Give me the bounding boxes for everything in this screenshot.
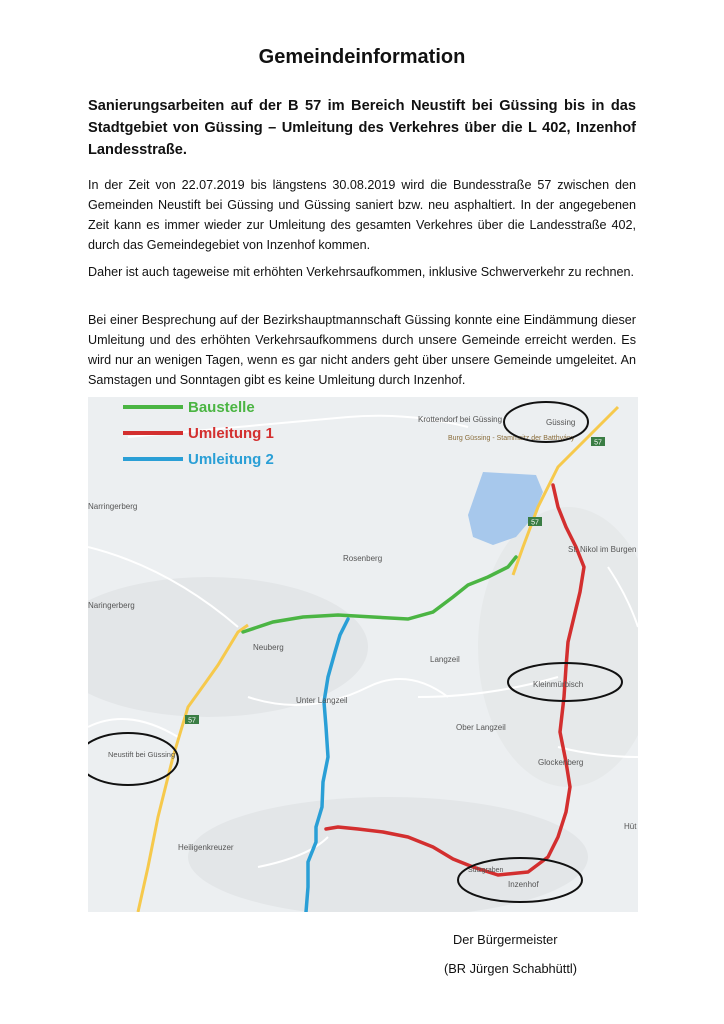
legend-label-umleitung-1: Umleitung 1 xyxy=(188,425,274,442)
paragraph-1: In der Zeit von 22.07.2019 bis längstens 30.08.2019 wird die Bundesstraße 57 zwischen den Gemeinden Neustift bei Güssing und Güssing saniert bzw. neu asphaltiert. In der angegebenen Zeit kann es immer wieder zur Umleitung des gesamten Verkehres über die Landesstraße 402, durch das Gemeindegebiet von Inzenhof kommen. xyxy=(88,178,636,252)
label-krottendorf: Krottendorf bei Güssing xyxy=(418,415,503,424)
label-hueltenberg: Hüt xyxy=(624,822,637,831)
map-legend xyxy=(123,399,274,468)
b57-badge xyxy=(185,715,199,725)
label-sulzgraben: Sulzgraben xyxy=(468,867,504,874)
label-narringerberg: Narringerberg xyxy=(88,502,138,511)
svg-text:57: 57 xyxy=(594,439,602,447)
map-svg xyxy=(88,397,638,912)
detour-map xyxy=(88,397,638,912)
label-neuberg: Neuberg xyxy=(253,643,284,652)
label-inzenhof: Inzenhof xyxy=(508,880,539,889)
label-glockenberg: Glockenberg xyxy=(538,758,584,767)
legend-label-baustelle: Baustelle xyxy=(188,399,255,416)
signature-title: Der Bürgermeister xyxy=(453,932,558,947)
label-guessing: Güssing xyxy=(546,418,576,427)
headline: Sanierungsarbeiten auf der B 57 im Bereich Neustift bei Güssing bis in das Stadtgebiet von Güssing – Umleitung des Verkehres über die L 402, Inzenhof Landesstraße. xyxy=(88,98,636,158)
label-heiligenkreuzer: Heiligenkreuzer xyxy=(178,843,234,852)
label-rosenberg: Rosenberg xyxy=(343,554,383,563)
terrain-shade xyxy=(188,797,588,912)
paragraph-3: Bei einer Besprechung auf der Bezirkshauptmannschaft Güssing konnte eine Eindämmung dieser Umleitung und des erhöhten Verkehrsaufkommens durch unsere Gemeinde erreicht werden. Es wird nur an wenigen Tagen, wenn es gar nicht anders geht über unsere Gemeinde umgeleitet. An Samstagen und Sonntagen gibt es keine Umleitung durch Inzenhof. xyxy=(88,313,636,387)
b57-badge xyxy=(528,517,542,527)
svg-text:57: 57 xyxy=(531,519,539,527)
label-burg: Burg Güssing - Stammsitz der Batthyány xyxy=(448,435,575,442)
label-kleinmuerbisch: Kleinmürbisch xyxy=(533,680,584,689)
label-naringerberg: Naringerberg xyxy=(88,601,135,610)
label-langzeil: Langzeil xyxy=(430,655,460,664)
legend-label-umleitung-2: Umleitung 2 xyxy=(188,451,274,468)
circle-neustift xyxy=(88,733,178,785)
b57-badge xyxy=(591,437,605,447)
signature-name: (BR Jürgen Schabhüttl) xyxy=(444,961,578,976)
label-neustift: Neustift bei Güssing xyxy=(108,750,176,759)
label-unter-langzeil: Unter Langzeil xyxy=(296,696,348,705)
label-ober-langzeil: Ober Langzeil xyxy=(456,723,506,732)
page-title: Gemeindeinformation xyxy=(258,46,466,68)
label-st-nikol: St. Nikol im Burgen xyxy=(568,545,637,554)
svg-text:57: 57 xyxy=(188,717,196,725)
paragraph-2: Daher ist auch tageweise mit erhöhten Verkehrsaufkommen, inklusive Schwerverkehr zu rechnen. xyxy=(88,265,634,279)
